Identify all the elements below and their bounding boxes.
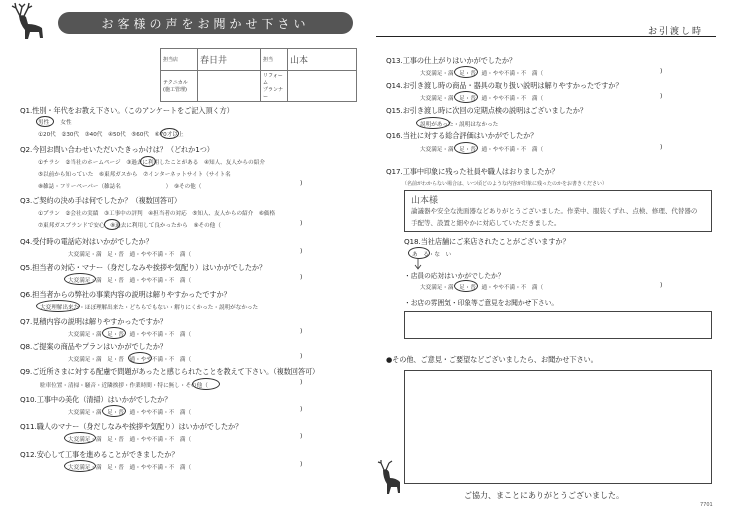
q2-answer-circle [140, 156, 156, 167]
deer-silhouette-icon [376, 460, 404, 496]
question-6: Q6.担当者からの弊社の事業内容の説明は解りやすかったですか？ [20, 290, 231, 299]
q1-answer-circle [36, 116, 54, 127]
survey-title-banner [58, 12, 353, 34]
question-5: Q5.担当者の対応・マナー（身だしなみや挨拶や気配り）はいかがでしたか？ [20, 263, 267, 272]
q6-answer-circle [36, 300, 80, 312]
q18-sub-answer-circle [454, 280, 478, 292]
q14-scale: 大変満足・満 足・普 通・やや不満・不 満（ [420, 96, 544, 102]
q3-options-2: ⑦東邦ガスブランドで安心 ⑧過去に利用して良かったから ⑨その他（ [38, 223, 221, 229]
q17-note: （名前がわからない場合は、いつ頃どのような内容が印象に残ったのかをお書きください） [402, 181, 608, 187]
question-10: Q10.工事中の美化（清掃）はいかがでしたか？ [20, 395, 172, 404]
q11-answer-circle [64, 432, 96, 444]
tech-value [198, 71, 261, 102]
q7-answer-circle [102, 327, 126, 339]
q1-age-circle [160, 128, 179, 139]
q12-scale: 大変満足・満 足・普 通・やや不満・不 満（ [68, 465, 192, 471]
question-9: Q9.ご近所さまに対する配慮で問題があったと感じられたことを教えて下さい。（複数回答可） [20, 367, 320, 376]
q5-scale: 大変満足・満 足・普 通・やや不満・不 満（ [68, 278, 192, 284]
q5-close-paren: ) [300, 274, 303, 281]
question-15: Q15.お引き渡し時に次回の定期点検の説明はございましたか？ [386, 106, 587, 115]
q8-scale: 大変満足・満 足・普 通・やや不満・不 満（ [68, 357, 192, 363]
question-12: Q12.安心して工事を進めることができましたか？ [20, 450, 179, 459]
q17-comment-box [404, 190, 712, 232]
person-value: 山本 [288, 49, 357, 71]
q18-scale: あ る・な い [412, 252, 452, 258]
question-13: Q13.工事の仕上がりはいかがでしたか？ [386, 56, 517, 65]
page-number: 7701 [700, 502, 713, 508]
deer-logo-icon [6, 2, 50, 42]
q1-gender-options: 男性 女性 [38, 120, 72, 126]
question-17: Q17.工事中印象に残った社員や職人はおりましたか？ [386, 167, 559, 176]
q5-answer-circle [64, 273, 96, 285]
q12-answer-circle [64, 460, 96, 472]
survey-title: お客様の声をお聞かせ下さい [101, 16, 310, 31]
question-18: Q18.当社店舗にご来店されたことがございますか？ [404, 237, 570, 246]
thanks-message: ご協力、まことにありがとうございました。 [464, 491, 624, 500]
question-14: Q14.お引き渡し時の商品・器具の取り扱い説明は解りやすかったですか？ [386, 81, 623, 90]
q2-options-2: ⑤以前から知っていた ⑥東邦ガスから ⑦インターネットサイト（サイト名 [38, 172, 231, 178]
store-value: 春日井 [198, 49, 261, 71]
q18-impression-box [404, 311, 712, 339]
q9-answer-circle [192, 378, 220, 390]
q16-answer-circle [454, 142, 478, 154]
q14-answer-circle [454, 91, 478, 103]
tech-label: テクニカル (施工管理) [161, 71, 198, 102]
q13-scale: 大変満足・満 足・普 通・やや不満・不 満（ [420, 71, 544, 77]
q14-close-paren: ) [660, 93, 663, 100]
section-tab: お引渡し時 [648, 27, 704, 37]
question-7: Q7.見積内容の説明は解りやすかったですか？ [20, 317, 167, 326]
staff-info-table [160, 48, 357, 102]
other-comments-box [404, 370, 712, 484]
q15-answer-circle [416, 117, 450, 129]
question-2: Q2.今回お問い合わせいただいたきっかけは？（どれか1つ） [20, 145, 214, 154]
person-label: 担当 [261, 49, 288, 71]
arrow-down-icon [414, 258, 422, 270]
q10-answer-circle [102, 405, 126, 417]
q8-answer-circle [128, 352, 152, 364]
q9-scale: 駐車位置・清掃・騒音・近隣挨拶・作業時間・特に無し・その他（ [40, 383, 208, 389]
q18-sub-close-paren: ) [660, 282, 663, 289]
q11-scale: 大変満足・満 足・普 通・やや不満・不 満（ [68, 437, 192, 443]
question-4: Q4.受付時の電話応対はいかがでしたか？ [20, 237, 153, 246]
question-3: Q3.ご契約の決め手は何でしたか？（複数回答可） [20, 196, 182, 205]
q18-sub-question: ・店員の応対はいかがでしたか？ [404, 272, 505, 280]
question-16: Q16.当社に対する総合評価はいかがでしたか？ [386, 131, 538, 140]
q17-handwriting-2: 論議器や安全な洗面器などありがとうございました。作業中、服装くずれ、点検、修理、代替器の [411, 207, 698, 215]
q11-close-paren: ) [300, 433, 303, 440]
q6-scale: 大変理解出来た・ほぼ理解出来た・どちらでもない・解りにくかった・説明がなかった [40, 305, 259, 311]
q8-close-paren: ) [300, 353, 303, 360]
q7-close-paren: ) [300, 328, 303, 335]
q10-close-paren: ) [300, 406, 303, 413]
q13-close-paren: ) [660, 68, 663, 75]
q18-sub-scale: 大変満足・満 足・普 通・やや不満・不 満（ [420, 285, 544, 291]
store-label: 担当店 [161, 49, 198, 71]
q4-close-paren: ) [300, 248, 303, 255]
q2-options-3: ⑧雑誌・フリーペーパー（雑誌名 ） ⑨その他（ [38, 184, 202, 190]
question-11: Q11.職人のマナー（身だしなみや挨拶や気配り）はいかがでしたか？ [20, 422, 243, 431]
q10-scale: 大変満足・満 足・普 通・やや不満・不 満（ [68, 410, 192, 416]
q2-close-paren: ) [300, 180, 303, 187]
q9-close-paren: ) [300, 379, 303, 386]
planner-label: リフォーム プランナー [261, 71, 288, 102]
q4-scale: 大変満足・満 足・普 通・やや不満・不 満（ [68, 252, 192, 258]
other-comments-heading: ●その他、ご意見・ご要望などございましたら、お聞かせ下さい。 [386, 355, 598, 364]
question-8: Q8.ご提案の商品やプランはいかがでしたか？ [20, 342, 167, 351]
q17-handwriting-1: 山本様 [411, 196, 439, 206]
q18-impression-question: ・お店の雰囲気・印象等ご意見をお聞かせ下さい。 [404, 299, 559, 307]
q3-close-paren: ) [300, 220, 303, 227]
q17-handwriting-3: 手配等、設置と細やかに対応していただきました。 [411, 219, 561, 227]
q16-scale: 大変満足・満 足・普 通・やや不満・不 満（ [420, 147, 544, 153]
q3-options-1: ①プラン ②会社の実績 ③工事中の評判 ④担当者の対応 ⑤知人、友人からの紹介 ⑥価格 [38, 211, 276, 217]
q12-close-paren: ) [300, 461, 303, 468]
q1-age-options: ①20代 ②30代 ③40代 ④50代 ⑤60代 ⑥70才以上 [38, 132, 184, 138]
tab-underline [376, 36, 716, 37]
planner-value [288, 71, 357, 102]
q13-answer-circle [454, 66, 478, 78]
q2-options-1: ①チラシ ②当社のホームページ ③過去に利用したことがある ④知人、友人からの紹介 [38, 160, 265, 166]
question-1: Q1.性別・年代をお教え下さい。（このアンケートをご記入頂く方） [20, 106, 234, 115]
q15-scale: 説明があった・説明はなかった [420, 122, 499, 128]
q16-close-paren: ) [660, 144, 663, 151]
q3-answer-circle [104, 219, 120, 230]
q7-scale: 大変満足・満 足・普 通・やや不満・不 満（ [68, 332, 192, 338]
